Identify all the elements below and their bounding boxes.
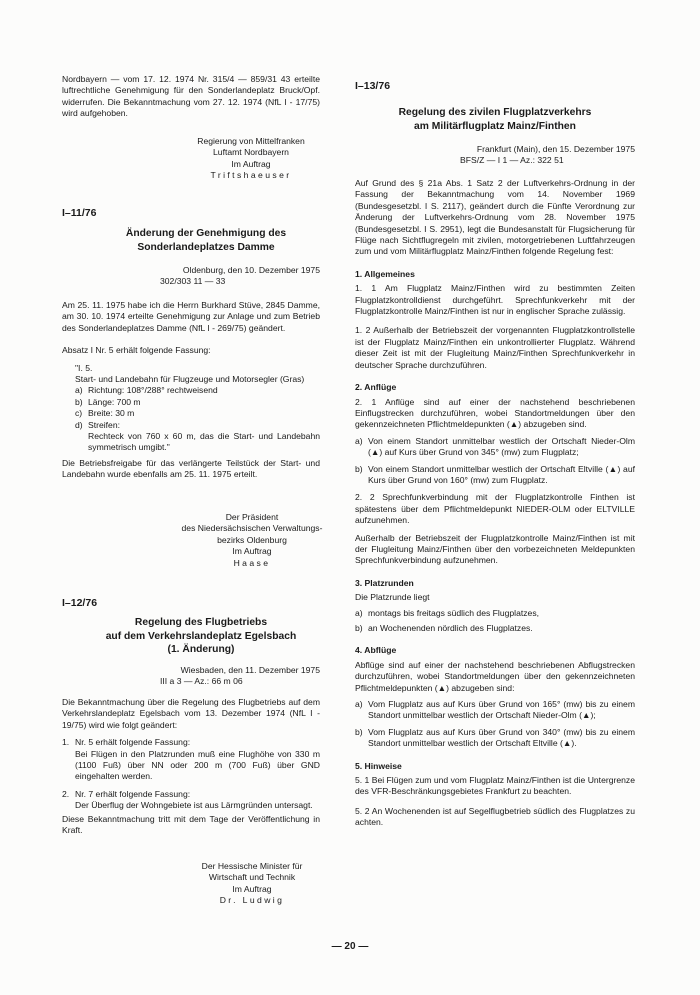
body-paragraph: Die Betriebsfreigabe für das verlängerte Teilstück der Start- und Landebahn wurde ebenfalls am 25. 11. 1975 erteilt.	[62, 457, 320, 480]
title-line: Regelung des Flugbetriebs	[134, 617, 268, 628]
title-line: am Militärflugplatz Mainz/Finthen	[414, 120, 576, 132]
list-subtext: Rechteck von 760 x 60 m, das die Start- und Landebahn symmetrisch umgibt."	[88, 431, 320, 453]
section-heading: 1. Allgemeines	[355, 268, 415, 279]
date-line: Wiesbaden, den 11. Dezember 1975	[180, 665, 320, 675]
body-paragraph: Auf Grund des § 21a Abs. 1 Satz 2 der Luftverkehrs-Ordnung in der Fassung der Bekanntmachung vom 14. November 1969 (Bundesgesetzbl. I S. 2117), geändert durch die Fünfte Verordnung zur Änderung der Luftverkehrs-Ordnung vom 28. November 1975 (Bundesgesetzbl. I S. 2951), legt die Bundesanstalt für Flugsicherung für Flüge nach Sichtflugregeln mit zivilen, motorgetriebenen Luftfahrzeugen zum und vom Militärflugplatz Mainz/Finthen folgende Regelung fest:	[355, 178, 635, 257]
notice-title	[82, 616, 320, 657]
intro-signature	[182, 136, 320, 182]
sig-line: Der Präsident	[225, 512, 279, 522]
list-item	[62, 737, 320, 748]
list-label: b)	[355, 623, 363, 633]
quote-line: Start- und Landebahn für Flugzeuge und Motorsegler (Gras)	[75, 374, 305, 385]
section-heading: 5. Hinweise	[355, 760, 402, 771]
list-item	[355, 623, 635, 634]
list-text: Streifen:	[88, 419, 121, 430]
sig-line: Regierung von Mittelfranken	[197, 136, 305, 146]
body-paragraph: Abflüge sind auf einer der nachstehend beschriebenen Abflugstrecken durchzuführen, wobei Standortmeldungen über den gekennzeichneten Pflichtmeldepunkten (▲) abzugeben sind:	[355, 659, 635, 693]
page-number: — 20 —	[331, 941, 369, 952]
ref-line: BFS/Z — I 1 — Az.: 322 51	[460, 155, 564, 166]
body-paragraph: 1. 1 Am Flugplatz Mainz/Finthen wird zu bestimmten Zeiten Flugplatzkontrolldienst durchgeführt. Sprechfunkverkehr mit der Flugplatzkontrolle Mainz/Finthen ist nur in englischer Sprache zulässig.	[355, 283, 635, 317]
list-subtext: Der Überflug der Wohngebiete ist aus Lärmgründen untersagt.	[75, 800, 313, 811]
list-text: Vom Flugplatz aus auf Kurs über Grund von 165° (mw) bis zu einem Standort unmittelbar westlich der Ortschaft Nieder-Olm (▲);	[368, 699, 635, 721]
body-paragraph: Die Platzrunde liegt	[355, 592, 430, 603]
list-item	[355, 464, 635, 487]
body-paragraph: Diese Bekanntmachung tritt mit dem Tage der Veröffentlichung in Kraft.	[62, 813, 320, 836]
notice-number: I–12/76	[62, 597, 98, 609]
list-subtext: Bei Flügen in den Platzrunden muß eine Flughöhe von 330 m (1100 Fuß) über NN oder 200 m (700 Fuß) über GND eingehalten werden.	[75, 748, 320, 782]
list-text: an Wochenenden nördlich des Flugplatzes.	[368, 623, 533, 633]
ref-line: III a 3 — Az.: 66 m 06	[160, 676, 243, 687]
sig-line: Wirtschaft und Technik	[208, 872, 296, 883]
notice-signature	[172, 512, 332, 569]
list-text: Länge: 700 m	[88, 396, 141, 407]
date-line: Oldenburg, den 10. Dezember 1975	[182, 265, 320, 275]
section-heading: 3. Platzrunden	[355, 577, 414, 588]
sig-name: Haase	[233, 557, 271, 568]
sig-line: des Niedersächsischen Verwaltungs-	[181, 523, 323, 534]
notice-date	[160, 665, 320, 688]
body-paragraph: 1. 2 Außerhalb der Betriebszeit der vorgenannten Flugplatzkontrollstelle ist der Flugplatz Mainz/Finthen ein unkontrollierter Flugplatz. Während dieser Zeit ist mit der Flugleitung Mainz/Finthen Sprechfunkverkehr in deutscher Sprache durchzuführen.	[355, 325, 635, 370]
sig-line: Im Auftrag	[232, 546, 272, 557]
list-item	[62, 789, 320, 800]
notice-body	[62, 697, 320, 836]
notice-number: I–13/76	[355, 80, 391, 92]
list-item	[75, 420, 320, 431]
notice-title	[355, 106, 635, 133]
intro-text: Nordbayern — vom 17. 12. 1974 Nr. 315/4 — 859/31 43 erteilte luftrechtliche Genehmigung für den Sonderlandeplatz Bruck/Opf. widerrufen. Die Bekanntmachung vom 27. 12. 1974 (NfL I - 17/75) wird aufgehoben.	[62, 74, 320, 119]
list-label: 1.	[62, 737, 70, 748]
list-item	[355, 727, 635, 750]
body-paragraph: Am 25. 11. 1975 habe ich die Herrn Burkhard Stüve, 2845 Damme, am 30. 10. 1974 erteilte Genehmigung zur Anlage und zum Betrieb des Sonderlandeplatzes Damme (NfL I - 269/75) geändert.	[62, 300, 320, 333]
list-item	[75, 397, 320, 408]
sig-line: Im Auftrag	[232, 883, 272, 894]
list-label: a)	[355, 699, 363, 710]
body-paragraph: Absatz I Nr. 5 erhält folgende Fassung:	[62, 345, 211, 356]
title-line: Regelung des zivilen Flugplatzverkehrs	[398, 107, 592, 118]
notice-body	[355, 178, 635, 829]
intro-paragraph	[62, 74, 320, 120]
list-text: Von einem Standort unmittelbar westlich der Ortschaft Eltville (▲) auf Kurs über Grund von 160° (mw) zum Flugplatz.	[368, 463, 635, 485]
notice-signature	[172, 861, 332, 907]
list-label: a)	[355, 607, 363, 618]
date-line: Frankfurt (Main), den 15. Dezember 1975	[476, 144, 635, 154]
notice-number: I–11/76	[62, 207, 97, 219]
list-text: montags bis freitags südlich des Flugplatzes,	[368, 607, 540, 618]
list-text: Von einem Standort unmittelbar westlich der Ortschaft Nieder-Olm (▲) auf Kurs über Grund von 345° (mw) zum Flugplatz;	[368, 435, 635, 458]
notice-title	[92, 227, 320, 254]
list-text: Breite: 30 m	[88, 408, 135, 419]
list-label: b)	[75, 396, 83, 407]
body-paragraph: 5. 1 Bei Flügen zum und vom Flugplatz Mainz/Finthen ist die Untergrenze des VFR-Beschränkungsgebietes Frankfurt zu beachten.	[355, 775, 635, 797]
body-paragraph: Die Bekanntmachung über die Regelung des Flugbetriebs auf dem Verkehrslandeplatz Egelsbach vom 13. Dezember 1974 (NfL I - 19/75) wird wie folgt geändert:	[62, 697, 320, 730]
list-text: Richtung: 108°/288° rechtweisend	[88, 385, 218, 396]
body-paragraph: 5. 2 An Wochenenden ist auf Segelflugbetrieb südlich des Flugplatzes zu achten.	[355, 805, 635, 828]
list-text: Nr. 5 erhält folgende Fassung:	[75, 737, 191, 748]
sig-line: Im Auftrag	[231, 158, 271, 169]
list-label: b)	[355, 726, 363, 737]
list-item	[355, 436, 635, 459]
body-paragraph: 2. 2 Sprechfunkverbindung mit der Flugplatzkontrolle Finthen ist spätestens über dem Pflichtmeldepunkt NIEDER-OLM oder ELTVILLE aufzunehmen.	[355, 492, 635, 526]
title-line: Änderung der Genehmigung des	[125, 228, 287, 239]
notice-body	[62, 300, 320, 481]
ref-line: 302/303 11 — 33	[160, 276, 226, 287]
list-label: c)	[75, 408, 83, 419]
section-heading: 4. Abflüge	[355, 645, 397, 656]
notice-date	[455, 144, 635, 167]
body-paragraph: Außerhalb der Betriebszeit der Flugplatzkontrolle Mainz/Finthen ist mit der Flugleitung Mainz/Finthen über den vorbezeichneten Meldepunkten Sprechfunkverbindung aufzunehmen.	[355, 532, 635, 566]
list-item	[75, 385, 320, 396]
sig-name: Dr. Ludwig	[219, 895, 285, 906]
notice-date	[160, 265, 320, 288]
list-label: 2.	[62, 788, 70, 799]
list-label: a)	[355, 435, 363, 446]
section-heading: 2. Anflüge	[355, 382, 397, 393]
list-label: b)	[355, 463, 363, 474]
list-label: d)	[75, 419, 83, 430]
sig-line: bezirks Oldenburg	[217, 534, 287, 545]
list-text: Vom Flugplatz aus auf Kurs über Grund von 340° (mw) bis zu einem Standort unmittelbar westlich der Ortschaft Eltville (▲).	[368, 726, 635, 749]
list-text: Nr. 7 erhält folgende Fassung:	[75, 788, 191, 799]
list-item	[75, 408, 320, 419]
title-line: (1. Änderung)	[167, 644, 235, 655]
list-item	[355, 699, 635, 722]
title-line: auf dem Verkehrslandeplatz Egelsbach	[105, 630, 297, 642]
title-line: Sonderlandeplatzes Damme	[137, 241, 275, 253]
body-paragraph: 2. 1 Anflüge sind auf einer der nachstehend beschriebenen Einflugstrecken durchzuführen, wobei Standortmeldungen über den gekennzeichneten Pflichtmeldepunkten (▲) abzugeben sind.	[355, 396, 635, 430]
sig-line: Der Hessische Minister für	[201, 861, 303, 871]
list-item	[355, 608, 635, 619]
list-label: a)	[75, 385, 83, 396]
sig-name: Triftshaeuser	[210, 170, 292, 181]
sig-line: Luftamt Nordbayern	[213, 147, 289, 158]
quote-line: "I. 5.	[75, 362, 93, 373]
